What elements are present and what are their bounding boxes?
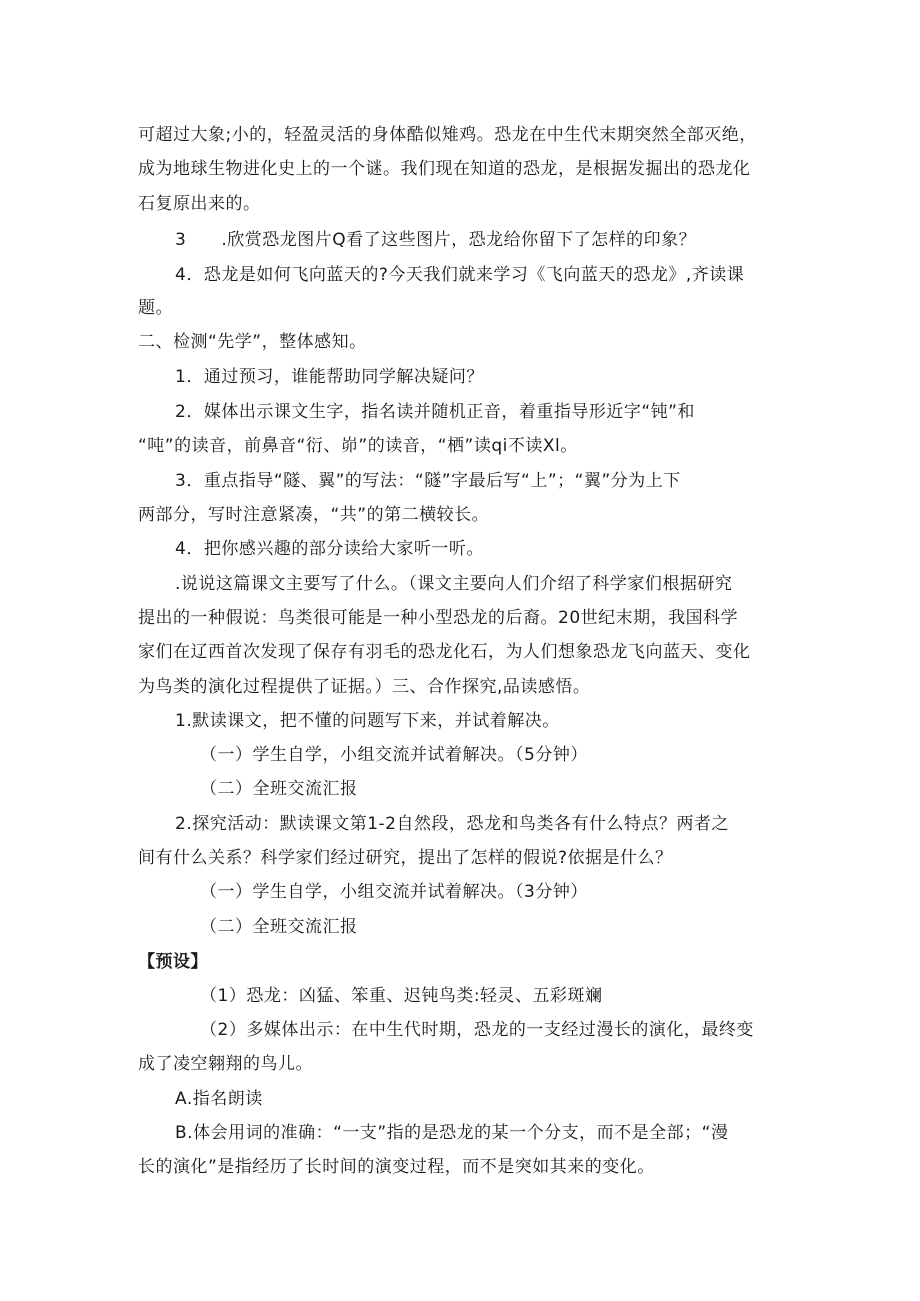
paragraph-line: 家们在辽西首次发现了保存有羽毛的恐龙化石，为人们想象恐龙飞向蓝天、变化 (138, 642, 751, 662)
paragraph-line: 可超过大象;小的，轻盈灵活的身体酷似雉鸡。恐龙在中生代末期突然全部灭绝， (138, 125, 757, 145)
list-item: （2）多媒体出示：在中生代时期，恐龙的一支经过漫长的演化，最终变 (200, 1020, 754, 1040)
paragraph-line: 题。 (138, 298, 173, 318)
list-item: 2．媒体出示课文生字，指名读并随机正音，着重指导形近字“钝”和 (175, 402, 695, 422)
section-heading: 二、检测“先学”，整体感知。 (138, 332, 367, 352)
list-item: 3 .欣赏恐龙图片Q看了这些图片，恐龙给你留下了怎样的印象？ (175, 230, 697, 250)
paragraph-line: “吨”的读音，前鼻音“衍、峁”的读音，“栖”读qi不读Xl。 (138, 436, 578, 456)
list-item: A.指名朗读 (175, 1089, 263, 1109)
paragraph-line: 间有什么关系？科学家们经过研究，提出了怎样的假说?依据是什么？ (138, 848, 673, 868)
paragraph-line: 两部分，写时注意紧凑，“共”的第二横较长。 (138, 505, 490, 525)
paragraph-line: .说说这篇课文主要写了什么。（课文主要向人们介绍了科学家们根据研究 (175, 574, 733, 594)
paragraph-line: 为鸟类的演化过程提供了证据。）三、合作探究,品读感悟。 (138, 677, 591, 697)
list-item: （1）恐龙：凶猛、笨重、迟钝鸟类:轻灵、五彩斑斓 (200, 986, 603, 1006)
preset-heading: 【预设】 (138, 952, 208, 972)
paragraph-line: 成了凌空翱翔的鸟儿。 (138, 1054, 313, 1074)
paragraph-line: 提出的一种假说：鸟类很可能是一种小型恐龙的后裔。20世纪末期，我国科学 (138, 608, 739, 628)
list-item: 2.探究活动：默读课文第1-2自然段，恐龙和鸟类各有什么特点？两者之 (175, 814, 729, 834)
list-item: （一）学生自学，小组交流并试着解决。（3分钟） (200, 882, 588, 902)
paragraph-line: 成为地球生物进化史上的一个谜。我们现在知道的恐龙，是根据发掘出的恐龙化 (138, 159, 751, 179)
list-item: 4．恐龙是如何飞向蓝天的?今天我们就来学习《飞向蓝天的恐龙》,齐读课 (175, 265, 745, 285)
list-item: （二）全班交流汇报 (200, 917, 358, 937)
list-item: （一）学生自学，小组交流并试着解决。（5分钟） (200, 745, 588, 765)
list-item: 1．通过预习，谁能帮助同学解决疑问？ (175, 367, 484, 387)
list-item: 4．把你感兴趣的部分读给大家听一听。 (175, 539, 484, 559)
list-item: 1.默读课文，把不懂的问题写下来，并试着解决。 (175, 711, 560, 731)
list-item: 3．重点指导“隧、翼”的写法：“隧”字最后写“上”；“翼”分为上下 (175, 471, 681, 491)
paragraph-line: 石复原出来的。 (138, 194, 261, 214)
list-item: （二）全班交流汇报 (200, 779, 358, 799)
list-item: B.体会用词的准确：“一支”指的是恐龙的某一个分支，而不是全部；“漫 (175, 1123, 729, 1143)
paragraph-line: 长的演化”是指经历了长时间的演变过程，而不是突如其来的变化。 (138, 1157, 655, 1177)
